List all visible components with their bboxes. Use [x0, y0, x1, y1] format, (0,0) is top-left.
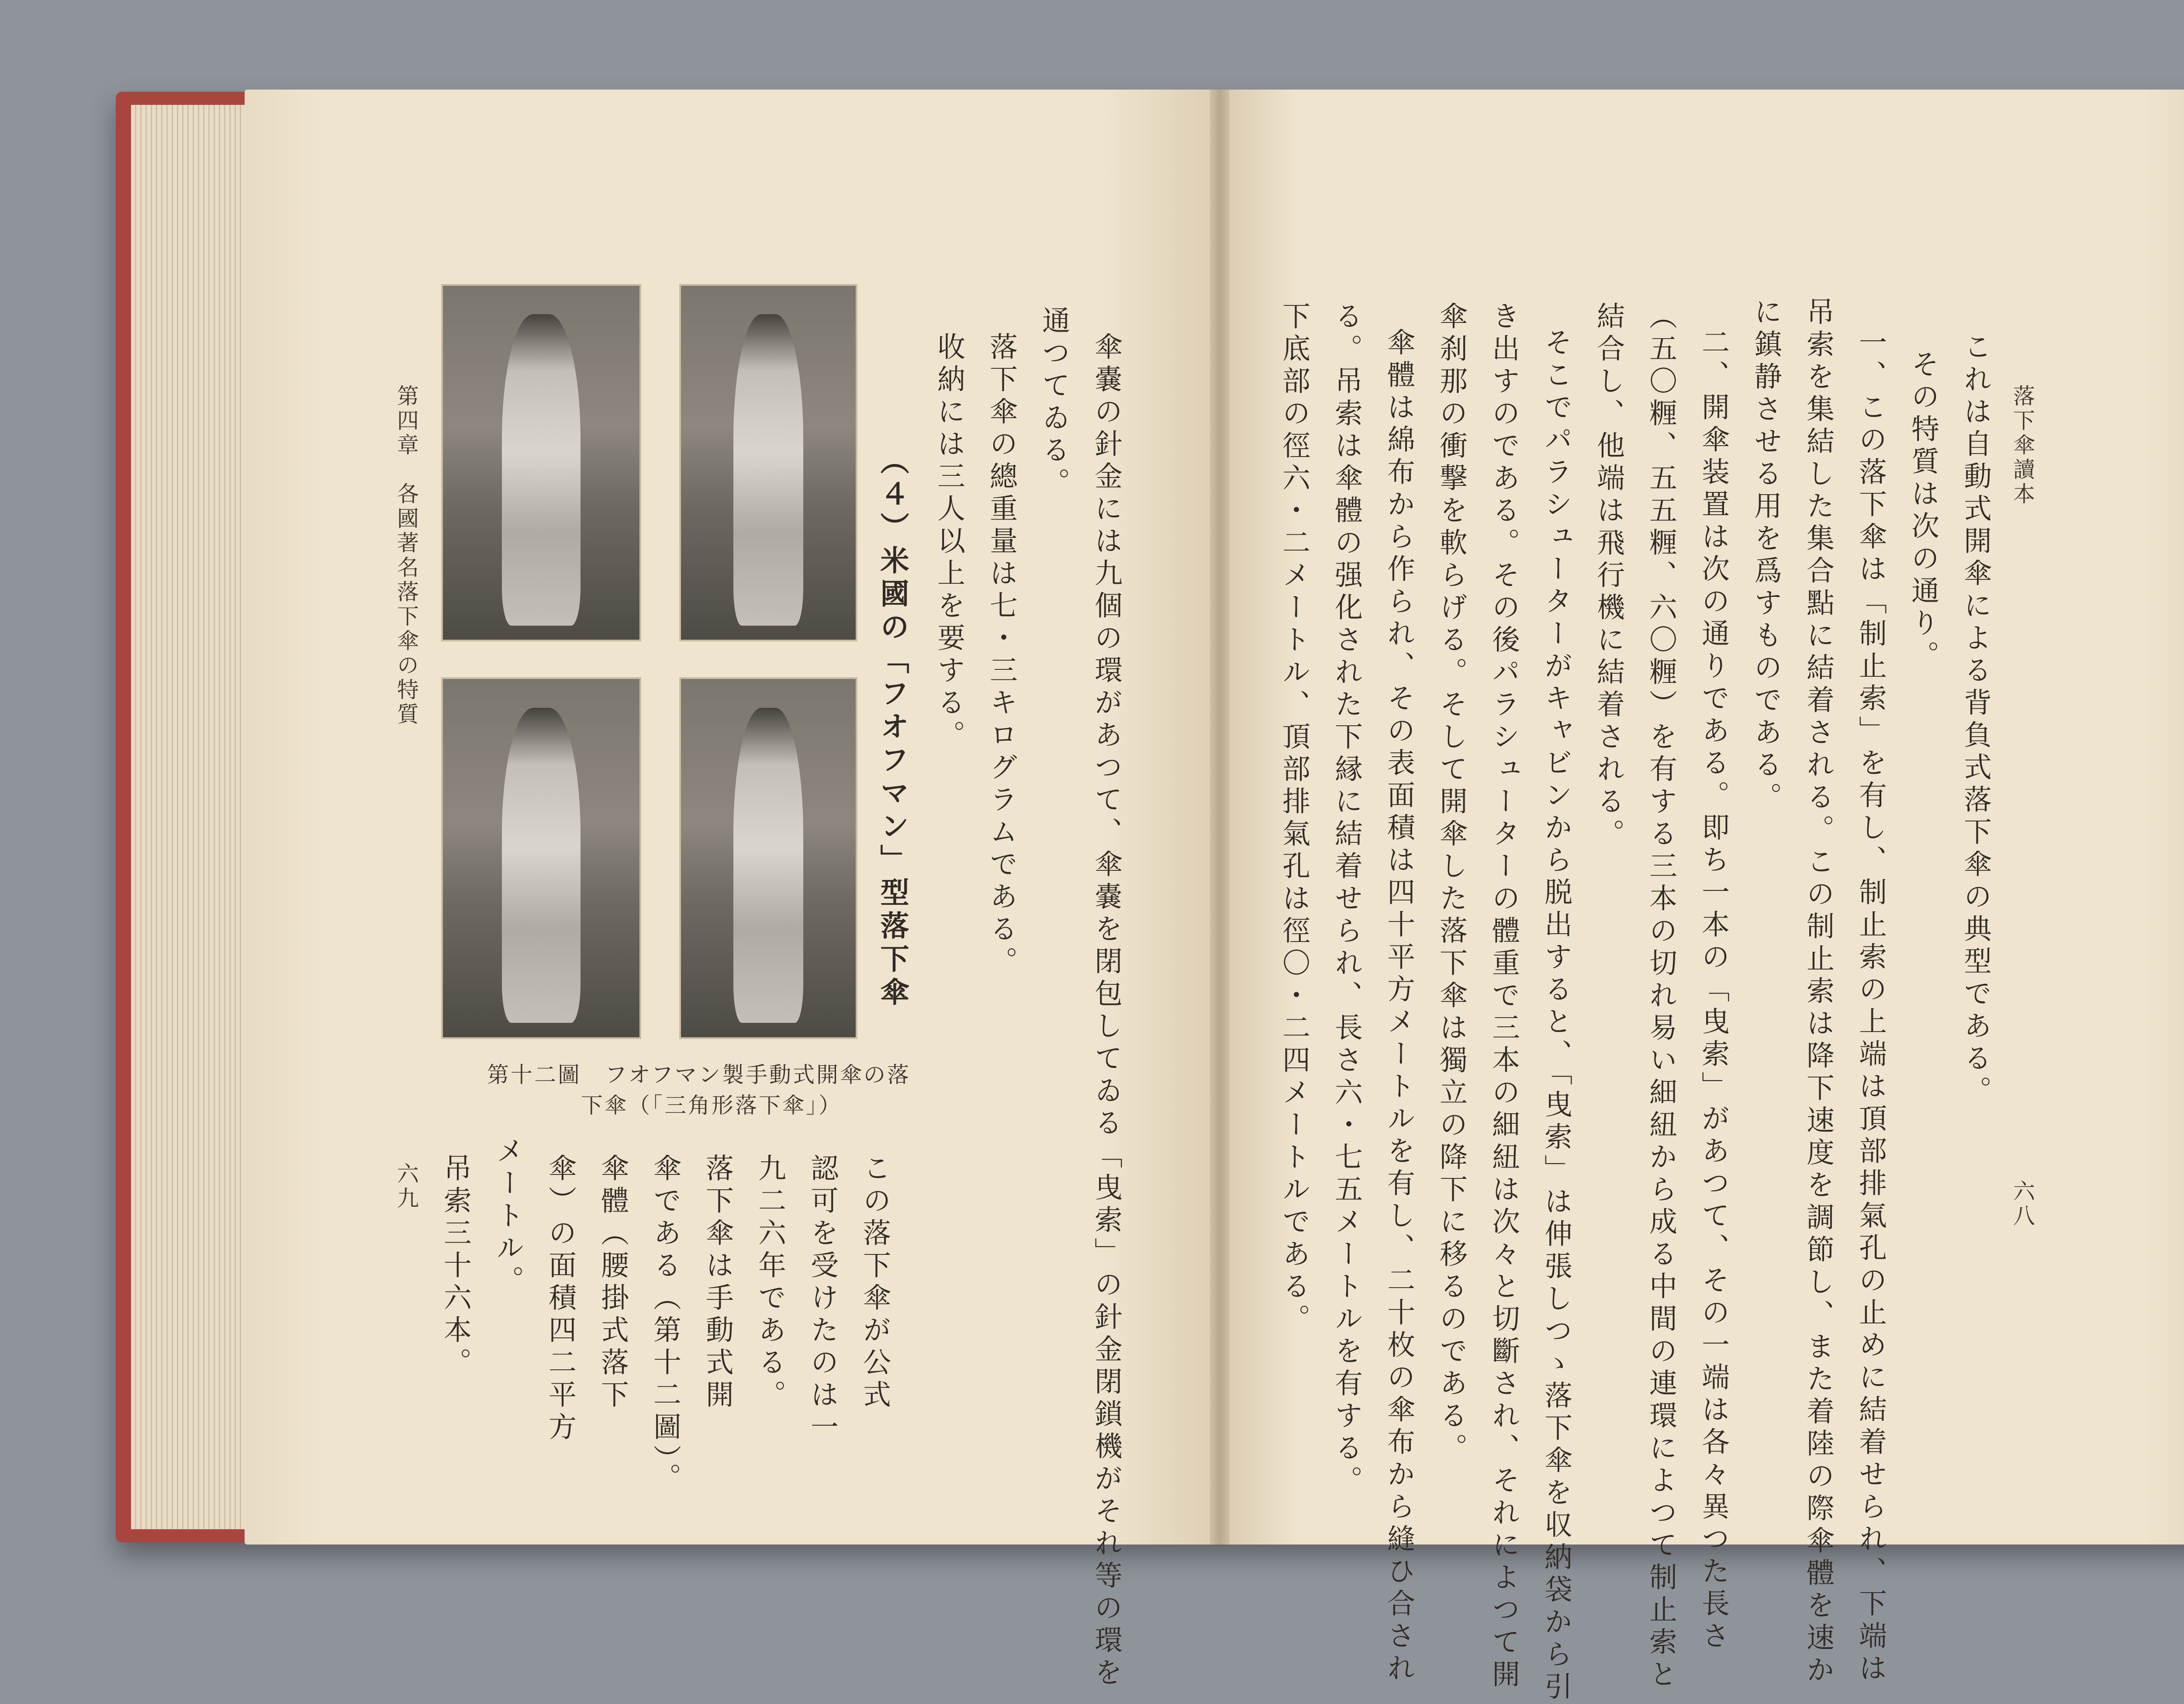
- body-column: 九二六年である。: [753, 1153, 786, 1412]
- body-column: そこでパラシューターがキャビンから脱出すると、「曳索」は伸張しつゝ落下傘を収納袋から引: [1540, 328, 1572, 1704]
- body-column: に鎮静させる用を爲すものである。: [1749, 297, 1782, 814]
- body-column: 落下傘は手動式開: [701, 1153, 733, 1412]
- body-column: 傘）の面積四二平方: [544, 1153, 576, 1444]
- body-column: 傘である（第十二圖）。: [649, 1153, 681, 1495]
- body-column: 傘體は綿布から作られ、その表面積は四十平方メートルを有し、二十枚の傘布から縫ひ合され: [1382, 328, 1415, 1686]
- body-column: 認可を受けたのは一: [806, 1153, 838, 1444]
- body-column: その特質は次の通り。: [1907, 350, 1939, 673]
- section-heading: （４）米國の「フオフマン」型落下傘: [875, 446, 909, 1010]
- body-column: 吊索を集結した集合點に結着される。この制止索は降下速度を調節し、また着陸の際傘體を速か: [1802, 297, 1834, 1687]
- running-header: 落下傘讀本: [2010, 384, 2035, 507]
- body-column: （五〇糎、五五糎、六〇糎）を有する三本の切れ易い細紐から成る中間の連環によつて制止索と: [1645, 301, 1677, 1692]
- body-column: 下底部の徑六・二メートル、頂部排氣孔は徑〇・二四メートルである。: [1278, 301, 1310, 1336]
- photo-front-view: [441, 284, 641, 641]
- page-number-right: 六八: [2010, 1180, 2035, 1229]
- body-column: き出すのである。その後パラシューターの體重で三本の細紐は次々と切斷され、それによつて開: [1487, 301, 1520, 1692]
- body-column: この落下傘が公式: [858, 1153, 891, 1412]
- body-column: 落下傘の總重量は七・三キログラムである。: [985, 332, 1017, 979]
- body-column: 通つてゐる。: [1037, 306, 1070, 500]
- body-column: 傘嚢の針金には九個の環があつて、傘嚢を閉包してゐる「曳索」の針金閉鎖機がそれ等の環を: [1090, 332, 1122, 1690]
- body-column: 一、この落下傘は「制止索」を有し、制止索の上端は頂部排氣孔の止めに結着せられ、下端は: [1854, 328, 1887, 1686]
- body-column: 結合し、他端は飛行機に結着される。: [1592, 301, 1624, 851]
- chapter-header: 第四章 各國著名落下傘の特質: [394, 384, 419, 727]
- body-column: これは自動式開傘による背負式落下傘の典型である。: [1959, 332, 1991, 1108]
- body-column: 二、開傘装置は次の通りである。即ち一本の「曳索」があつて、その一端は各々異つた長さ: [1697, 328, 1729, 1653]
- photo-harness-view: [679, 677, 857, 1039]
- photo-side-view: [679, 284, 857, 641]
- figure-caption-line2: 下傘（「三角形落下傘」）: [581, 1093, 842, 1118]
- body-column: メートル。: [491, 1136, 524, 1298]
- photo-back-view: [441, 677, 641, 1039]
- body-column: 吊索三十六本。: [439, 1153, 471, 1380]
- figure-caption-line1: 第十二圖 フオフマン製手動式開傘の落: [487, 1062, 911, 1088]
- book-gutter: [1210, 90, 1230, 1545]
- body-column: 傘體（腰掛式落下: [596, 1153, 629, 1412]
- page-number-left: 六九: [394, 1162, 419, 1211]
- body-column: る。吊索は傘體の强化された下縁に結着せられ、長さ六・七五メートルを有する。: [1330, 301, 1362, 1498]
- page-edges-left: [131, 105, 249, 1529]
- body-column: 傘刹那の衝撃を軟らげる。そして開傘した落下傘は獨立の降下に移るのである。: [1435, 301, 1467, 1465]
- body-column: 收納には三人以上を要する。: [933, 332, 965, 752]
